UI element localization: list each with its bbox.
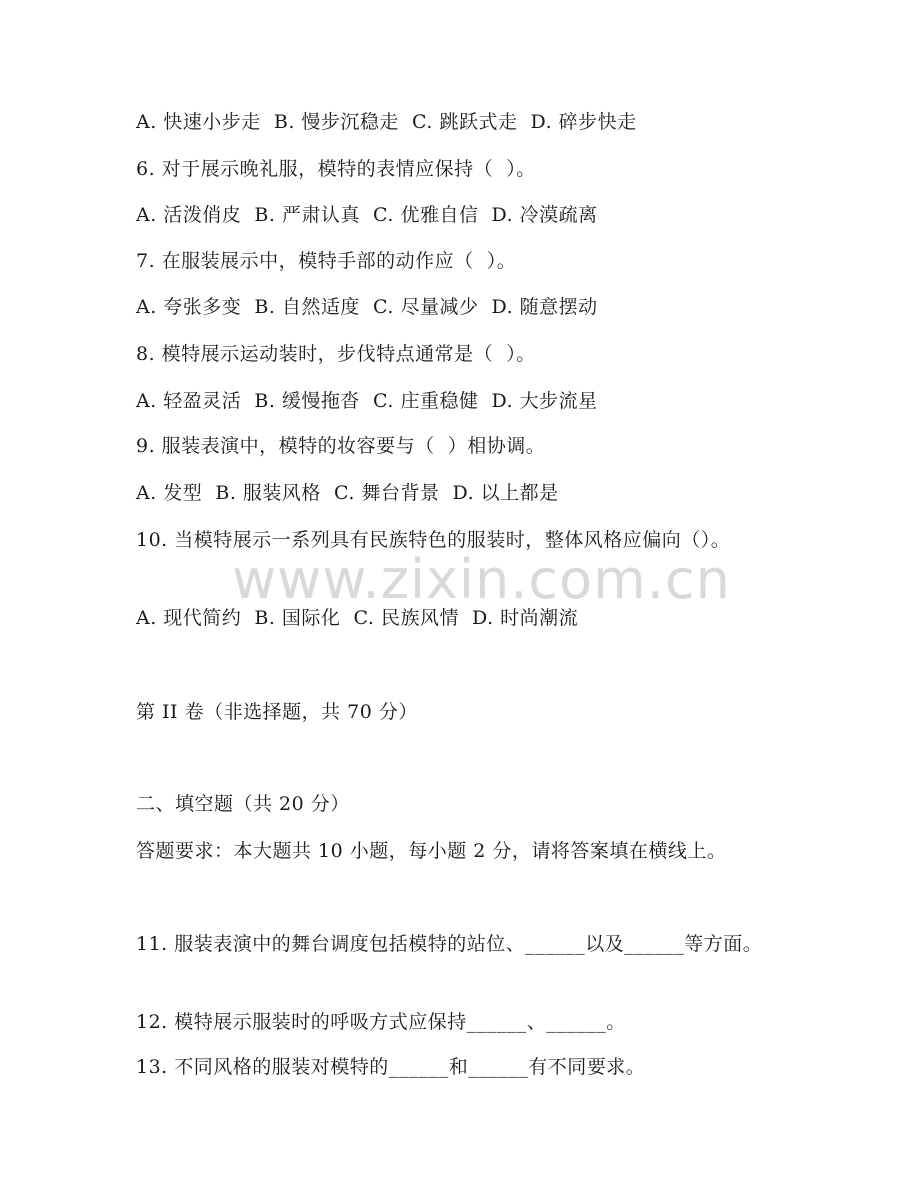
q8-options: A. 轻盈灵活 B. 缓慢拖沓 C. 庄重稳健 D. 大步流星 xyxy=(136,390,598,412)
section-heading-fill-in: 二、填空题（共 20 分） xyxy=(136,793,350,815)
q6-question: 6. 对于展示晚礼服，模特的表情应保持（ ）。 xyxy=(136,158,536,180)
answer-instructions: 答题要求：本大题共 10 小题，每小题 2 分，请将答案填在横线上。 xyxy=(136,840,727,862)
q13-question: 13. 不同风格的服装对模特的______和______有不同要求。 xyxy=(136,1056,646,1078)
q12-question: 12. 模特展示服装时的呼吸方式应保持______、______。 xyxy=(136,1011,626,1033)
q10-question: 10. 当模特展示一系列具有民族特色的服装时，整体风格应偏向（）。 xyxy=(136,529,731,551)
q11-question: 11. 服装表演中的舞台调度包括模特的站位、______以及______等方面。 xyxy=(136,933,763,955)
q9-options: A. 发型 B. 服装风格 C. 舞台背景 D. 以上都是 xyxy=(136,482,559,504)
q5-options: A. 快速小步走 B. 慢步沉稳走 C. 跳跃式走 D. 碎步快走 xyxy=(136,111,637,133)
q8-question: 8. 模特展示运动装时，步伐特点通常是（ ）。 xyxy=(136,343,536,365)
q7-options: A. 夸张多变 B. 自然适度 C. 尽量减少 D. 随意摆动 xyxy=(136,296,598,318)
q9-question: 9. 服装表演中，模特的妆容要与（ ）相协调。 xyxy=(136,435,546,457)
section-heading-part-ii: 第 II 卷（非选择题，共 70 分） xyxy=(136,701,418,723)
q6-options: A. 活泼俏皮 B. 严肃认真 C. 优雅自信 D. 冷漠疏离 xyxy=(136,204,598,226)
watermark-text: www.zixin.com.cn xyxy=(232,548,731,611)
q10-options: A. 现代简约 B. 国际化 C. 民族风情 D. 时尚潮流 xyxy=(136,607,579,629)
q7-question: 7. 在服装展示中，模特手部的动作应（ ）。 xyxy=(136,250,517,272)
